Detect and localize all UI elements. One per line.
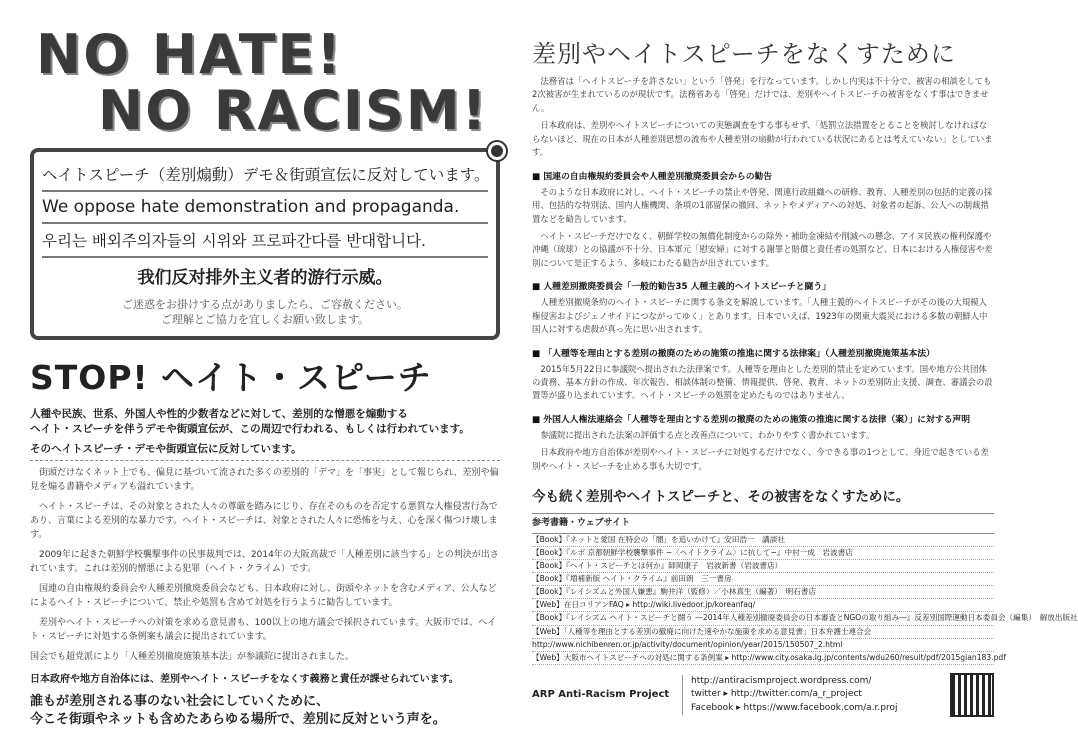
reference-link[interactable]: 【Web】在日コリアンFAQ ▸ http://wiki.livedoor.jp/koreanfaq/ — [532, 599, 994, 612]
pin-icon — [488, 142, 506, 160]
right-paragraph-4: ヘイト・スピーチだけでなく、朝鮮学校の無償化制度からの除外・補助金凍結や削減への懸念、アイヌ民族の権利保護や沖縄（琉球）との協議が不十分、日本軍元「慰安婦」に対する謝罪と賠償と責任者の処罰など、日本における人権侵害や差別について是正するよう、多岐にわたる勧告が出されています。 — [532, 230, 993, 268]
left-paragraph-4: 国連の自由権規約委員会や人種差別撤廃委員会なども、日本政府に対し、街頭やネットを含むメディア、公人などによるヘイト・スピーチについて、禁止や処罰も含めて対処を行うように勧告しています。 — [30, 583, 497, 608]
reference-item: 【Book】『増補新版 ヘイト・クライム』前田朗 三一書房 — [532, 573, 994, 586]
left-paragraph-5: 差別やヘイト・スピーチへの対策を求める意見書も、100以上の地方議会で採択されています。大阪市では、ヘイト・スピーチに対処する条例案も議会に提出されています。 — [30, 617, 497, 642]
references-title: 参考書籍・ウェブサイト — [532, 513, 994, 533]
right-paragraph-6: 2015年5月22日に参議院へ提出された法律案です。人種等を理由とした差別的禁止を定めています。国や地方公共団体の責務、基本方針の作成、年次報告、相談体制の整備、情報提供、啓発、教育、ネットの差別防止支援、調査、審議会の設置等が盛り込まれています。ヘイト・スピーチの処罰を定めたものではありません。 — [532, 363, 993, 401]
right-paragraph-3: そのような日本政府に対し、ヘイト・スピーチの禁止や啓発、関連行政組織への研修、教育、人種差別の包括的定義の採用、包括的な特別法、国内人権機関、条項の1部留保の撤回、ネットやメディアへの対処、対象者の起訴、公人への制裁措置などを勧告しています。 — [532, 186, 993, 224]
reference-link[interactable]: 【Web】大阪市ヘイトスピーチへの対処に関する条例案 ▸ http://www.city.osaka.lg.jp/contents/wdu260/result/pdf/2015gian183.pdf — [532, 652, 994, 665]
twitter-link[interactable]: twitter ▸ http://twitter.com/a_r_project — [691, 689, 862, 700]
right-heading-4: ■ 外国人人権法連絡会「人種等を理由とする差別の撤廃のための施策の推進に関する法律（案）」に対する声明 — [532, 412, 994, 425]
sign-korean: 우리는 배외주의자들의 시위와 프로파간다를 반대합니다. — [42, 224, 488, 258]
right-paragraph-5: 人種差別撤廃条約のヘイト・スピーチに関する条文を解説しています。「人種主義的ヘイトスピーチがその後の大規模人権侵害およびジェノサイドにつながってゆく」とあります。日本でいえば、1923年の関東大震災における多数の朝鮮人中国人に対する虐殺が真っ先に思い出されます。 — [532, 297, 988, 335]
site-link[interactable]: http://antiracismproject.wordpress.com/ — [691, 675, 872, 686]
sign-chinese: 我们反对排外主义者的游行示威。 — [137, 268, 393, 288]
reference-item: 【Book】『レイシズム ヘイト・スピーチと闘う ―2014年人種差別撤廃委員会の日本審査とNGOの取り組み―』反差別国際運動日本委員会（編集） 解放出版社 — [532, 612, 994, 625]
right-paragraph-1: 法務省は「ヘイトスピーチを許さない」という「啓発」を行なっています。しかし内実は不十分で、被害の相談をしても2次被害が生まれているのが現状です。法務省ある「啓発」だけでは、差別やヘイトスピーチの被害をなくす事はできません。 — [532, 76, 992, 113]
closing-call — [30, 693, 500, 728]
closing-line-2: 今こそ街頭やネットも含めたあらゆる場所で、差別に反対という声を。 — [30, 712, 446, 728]
org-name: ARP Anti-Racism Project — [532, 689, 670, 701]
sign-japanese: ヘイトスピーチ（差別煽動）デモ＆街頭宣伝に反対しています。 — [42, 158, 488, 192]
reference-link[interactable]: http://www.nichibenren.or.jp/activity/document/opinion/year/2015/150507_2.html — [532, 639, 994, 652]
lead-text — [30, 407, 500, 437]
reference-item: 【Web】「人種等を理由とする差別の撤廃に向けた速やかな施策を求める意見書」日本弁護士連合会 — [532, 626, 994, 639]
sign-note — [42, 297, 488, 328]
qr-code-icon — [950, 673, 994, 717]
multilingual-sign — [30, 148, 500, 340]
hero-line-2: NO RACISM! — [98, 79, 489, 142]
reference-item: 【Book】『レイシズムと外国人嫌悪』駒井洋（監修）／小林真生（編著） 明石書店 — [532, 586, 994, 599]
left-column — [30, 23, 500, 729]
right-paragraph-2: 日本政府は、差別やヘイトスピーチについての実態調査をする事もせず、「処罰立法措置をとることを検討しなければならないほど、現在の日本が人種差別思想の流布や人種差別の扇動が行われている状況にあるとは考えていない」としています。 — [532, 120, 993, 158]
right-heading-2: ■ 人種差別撤廃委員会「一般的勧告35 人種主義的ヘイトスピーチと闘う」 — [532, 279, 994, 292]
footer — [532, 673, 994, 717]
footer-links — [682, 675, 950, 716]
right-title: 差別やヘイトスピーチをなくすために — [532, 40, 956, 68]
lead-line-3: そのヘイトスピーチ・デモや街頭宣伝に反対しています。 — [30, 441, 500, 461]
sign-note-1: ご迷惑をお掛けする点がありましたら、ご容赦ください。 — [122, 298, 408, 311]
stop-heading: STOP! ヘイト・スピーチ — [30, 357, 432, 397]
sign-english: We oppose hate demonstration and propaganda. — [42, 192, 488, 224]
lead-line-1: 人種や民族、世系、外国人や性的少数者などに対して、差別的な憎悪を煽動する — [30, 407, 408, 420]
hero-line-1: NO HATE! — [36, 23, 344, 86]
left-paragraph-6: 国会でも超党派により「人種差別撤廃施策基本法」が参議院に提出されました。 — [30, 651, 355, 662]
right-column — [532, 34, 1078, 717]
facebook-link[interactable]: Facebook ▸ https://www.facebook.com/a.r.proj — [691, 702, 898, 713]
right-closing: 今も続く差別やヘイトスピーチと、その被害をなくすために。 — [532, 489, 910, 506]
reference-item: 【Book】『ルポ 京都朝鮮学校襲撃事件 −〈ヘイトクライム〉に抗して−』中村一成 岩波書店 — [532, 547, 994, 560]
right-paragraph-8: 日本政府や地方自治体が差別やヘイト・スピーチに対処するだけでなく、今できる事の1つとして、身近で起きている差別やヘイト・スピーチを止める事も大切です。 — [532, 447, 989, 471]
right-heading-3: ■ 「人種等を理由とする差別の撤廃のための施策の推進に関する法律案」（人種差別撤廃施策基本法） — [532, 346, 994, 359]
left-paragraph-2: ヘイト・スピーチは、その対象とされた人々の尊厳を踏みにじり、存在そのものを否定する悪質な人権侵害行為であり、言葉による差別的な暴力です。ヘイト・スピーチは、対象とされた人々に恐怖を与え、心を深く傷つけ壊します。 — [30, 502, 498, 540]
hero-headline — [30, 23, 500, 142]
reference-item: 【Book】『ネットと愛国 在特会の「闇」を追いかけて』安田浩一 講談社 — [532, 534, 994, 547]
left-paragraph-1: 街頭だけなくネット上でも、偏見に基づいて流された多くの差別的「デマ」を「事実」として報じられ、差別や偏見を煽る書籍やメディアも溢れています。 — [30, 468, 499, 493]
closing-line-1: 誰もが差別される事のない社会にしていくために、 — [30, 694, 330, 710]
sign-note-2: ご理解とご協力を宜しくお願い致します。 — [160, 313, 370, 327]
left-paragraph-3: 2009年に起きた朝鮮学校襲撃事件の民事裁判では、2014年の大阪高裁で「人種差別に該当する」との判決が出されています。これは差別的憎悪による犯罪（ヘイト・クライム）です。 — [30, 549, 499, 574]
reference-item: 【Book】『ヘイト・スピーチとは何か』師岡康子 岩波新書（岩波書店） — [532, 560, 994, 573]
lead-line-2: ヘイト・スピーチを伴うデモや街頭宣伝が、この周辺で行われる、もしくは行われています。 — [30, 423, 470, 435]
references — [532, 513, 1078, 665]
left-bold-statement: 日本政府や地方自治体には、差別やヘイト・スピーチをなくす義務と責任が課せられています。 — [30, 674, 459, 686]
right-paragraph-7: 参議院に提出された法案の評価する点と改善点について、わかりやすく書かれています。 — [540, 429, 875, 440]
right-heading-1: ■ 国連の自由権規約委員会や人種差別撤廃委員会からの勧告 — [532, 169, 994, 182]
